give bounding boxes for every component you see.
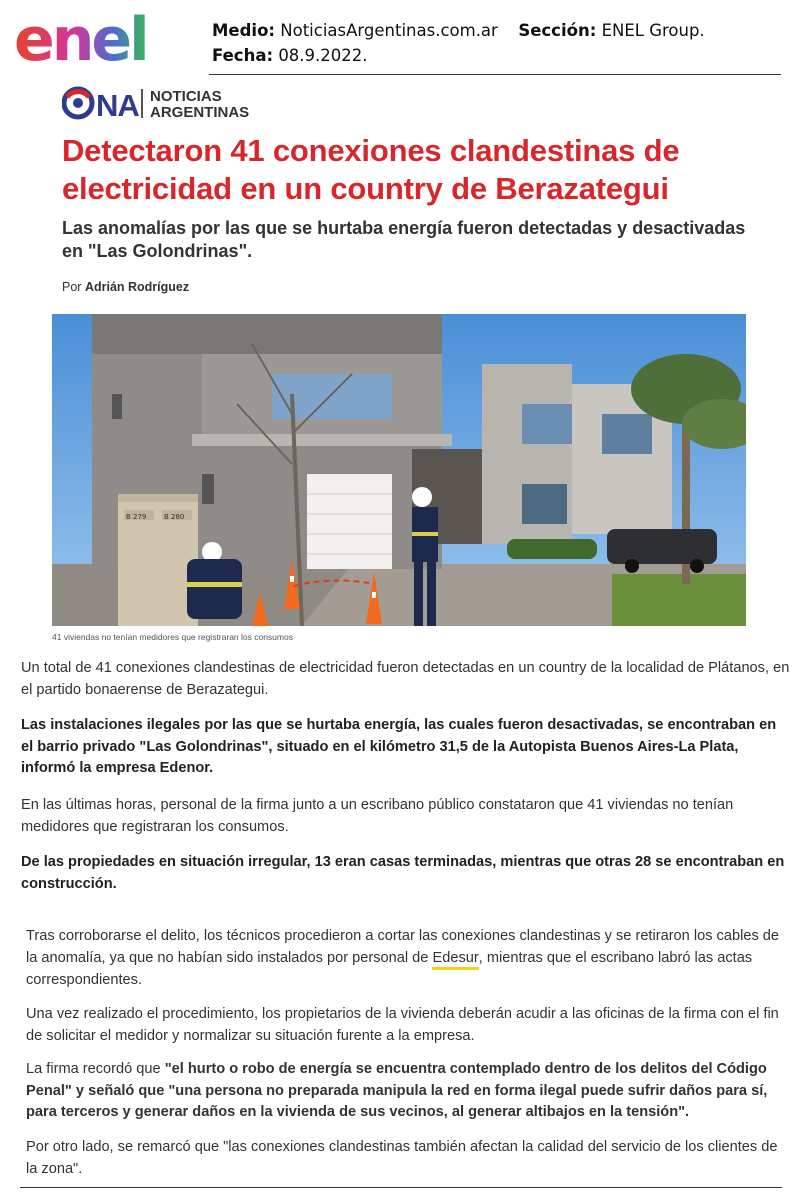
article-subheadline: Las anomalías por las que se hurtaba energía fueron detectadas y desactivadas en "Las Golondrinas". (62, 218, 746, 261)
paragraph-6: Una vez realizado el procedimiento, los propietarios de la vivienda deberán acudir a las oficinas de la firma con el fin de solicitar el medidor y normalizar su situación furente a la empresa. (26, 1006, 779, 1044)
fecha-label: Fecha: (212, 46, 274, 65)
na-name-line1: NOTICIAS (150, 88, 222, 105)
paragraph-7-quote: "el hurto o robo de energía se encuentra contemplado dentro de los delitos del Código Penal" y señaló que "una persona no preparada manipula la red en forma ilegal puede sufrir daños para sí, para terceros y generar daños en la vivienda de sus vecinos, al generar altibajos en la tensión". (26, 1061, 768, 1120)
fecha-value: 08.9.2022. (278, 46, 368, 65)
paragraph-7 (26, 1059, 786, 1124)
photo-meter-label-1: B 279 (126, 513, 147, 521)
article-byline (62, 280, 189, 294)
seccion-value: ENEL Group. (601, 21, 705, 40)
edesur-highlight: Edesur (432, 949, 478, 970)
na-mark: NA (96, 88, 139, 120)
article-photo (52, 314, 746, 626)
paragraph-5-text-a: Tras corroborarse el delito, los técnicos procedieron a cortar las conexiones clandestinas y se retiraron los cables de la anomalía, ya que no habían sido instalados por personal de (26, 928, 780, 966)
seccion-label: Sección: (518, 21, 597, 40)
paragraph-3: En las últimas horas, personal de la firma junto a un escribano público constataron que 41 viviendas no tenían medidores que registraran los consumos. (21, 797, 734, 835)
medio-label: Medio: (212, 21, 276, 40)
photo-caption: 41 viviendas no tenían medidores que registraran los consumos (52, 632, 293, 642)
enel-logo (14, 8, 170, 70)
paragraph-4: De las propiedades en situación irregular, 13 eran casas terminadas, mientras que otras 28 se encontraban en construcción. (21, 854, 785, 892)
footer-divider (20, 1187, 782, 1188)
header-divider (209, 74, 781, 75)
paragraph-5 (26, 926, 786, 991)
paragraph-5-text-b: , mientras que el escribano labró las actas correspondientes. (26, 949, 753, 988)
paragraph-8: Por otro lado, se remarcó que "las conexiones clandestinas también afectan la calidad del servicio de los clientes de la zona". (26, 1139, 778, 1177)
clipping-metadata (212, 18, 705, 68)
paragraph-7-text: La firma recordó que (26, 1061, 165, 1077)
enel-logo-text: enel (14, 8, 147, 70)
paragraph-2: Las instalaciones ilegales por las que se hurtaba energía, las cuales fueron desactivadas, se encontraban en el barrio privado "Las Golondrinas", situado en el kilómetro 31,5 de la Autopista Buenos Aires-La Plata, informó la empresa Edenor. (21, 717, 777, 776)
noticias-argentinas-logo (62, 86, 302, 120)
medio-value: NoticiasArgentinas.com.ar (280, 21, 498, 40)
byline-prefix: Por (62, 280, 82, 294)
article-headline: Detectaron 41 conexiones clandestinas de electricidad en un country de Berazategui (62, 133, 680, 206)
photo-meter-label-2: B 280 (164, 513, 185, 521)
paragraph-1: Un total de 41 conexiones clandestinas de electricidad fueron detectadas en un country de la localidad de Plátanos, en el partido bonaerense de Berazategui. (21, 660, 790, 698)
byline-author: Adrián Rodríguez (84, 280, 190, 294)
na-name-line2: ARGENTINAS (150, 104, 250, 120)
